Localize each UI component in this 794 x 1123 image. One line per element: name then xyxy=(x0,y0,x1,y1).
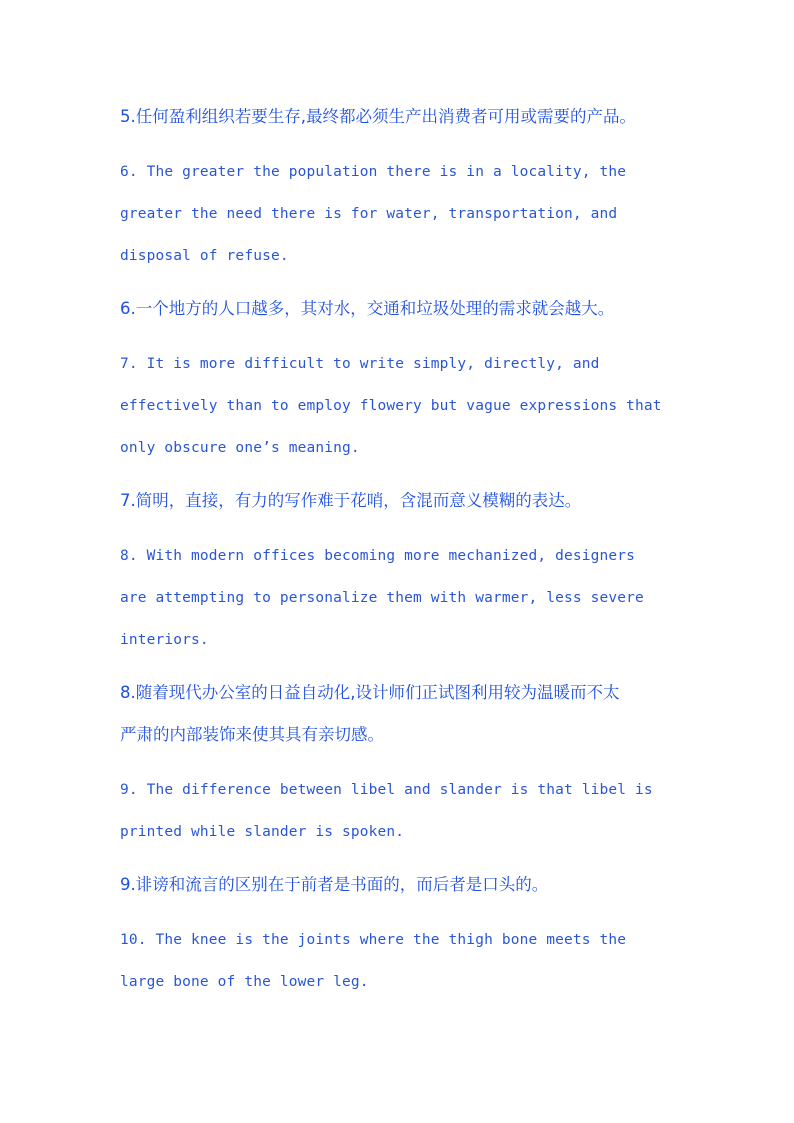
sentence-9-line-2: printed while slander is spoken. xyxy=(120,824,405,840)
sentence-6-line-1: 6. The greater the population there is in a locality, the xyxy=(120,164,627,180)
translation-line-5: 5.任何盈利组织若要生存,最终都必须生产出消费者可用或需要的产品。 xyxy=(120,107,636,126)
sentence-10-line-2: large bone of the lower leg. xyxy=(120,974,369,990)
sentence-7-line-2: effectively than to employ flowery but vague expressions that xyxy=(120,398,662,414)
translation-line-6: 6.一个地方的人口越多，其对水，交通和垃圾处理的需求就会越大。 xyxy=(120,299,615,318)
sentence-7-line-3: only obscure one’s meaning. xyxy=(120,440,360,456)
sentence-8-line-3: interiors. xyxy=(120,632,209,648)
translation-line-8b: 严肃的内部装饰来使其具有亲切感。 xyxy=(120,725,384,744)
sentence-7-line-1: 7. It is more difficult to write simply, directly, and xyxy=(120,356,600,372)
sentence-6-line-3: disposal of refuse. xyxy=(120,248,289,264)
sentence-10-line-1: 10. The knee is the joints where the thigh bone meets the xyxy=(120,932,627,948)
sentence-8-line-2: are attempting to personalize them with warmer, less severe xyxy=(120,590,644,606)
translation-line-7: 7.简明，直接，有力的写作难于花哨，含混而意义模糊的表达。 xyxy=(120,491,582,510)
sentence-6-line-2: greater the need there is for water, transportation, and xyxy=(120,206,618,222)
translation-line-8a: 8.随着现代办公室的日益自动化,设计师们正试图利用较为温暖而不太 xyxy=(120,683,620,702)
sentence-9-line-1: 9. The difference between libel and slander is that libel is xyxy=(120,782,653,798)
sentence-8-line-1: 8. With modern offices becoming more mechanized, designers xyxy=(120,548,636,564)
translation-line-9: 9.诽谤和流言的区别在于前者是书面的，而后者是口头的。 xyxy=(120,875,549,894)
